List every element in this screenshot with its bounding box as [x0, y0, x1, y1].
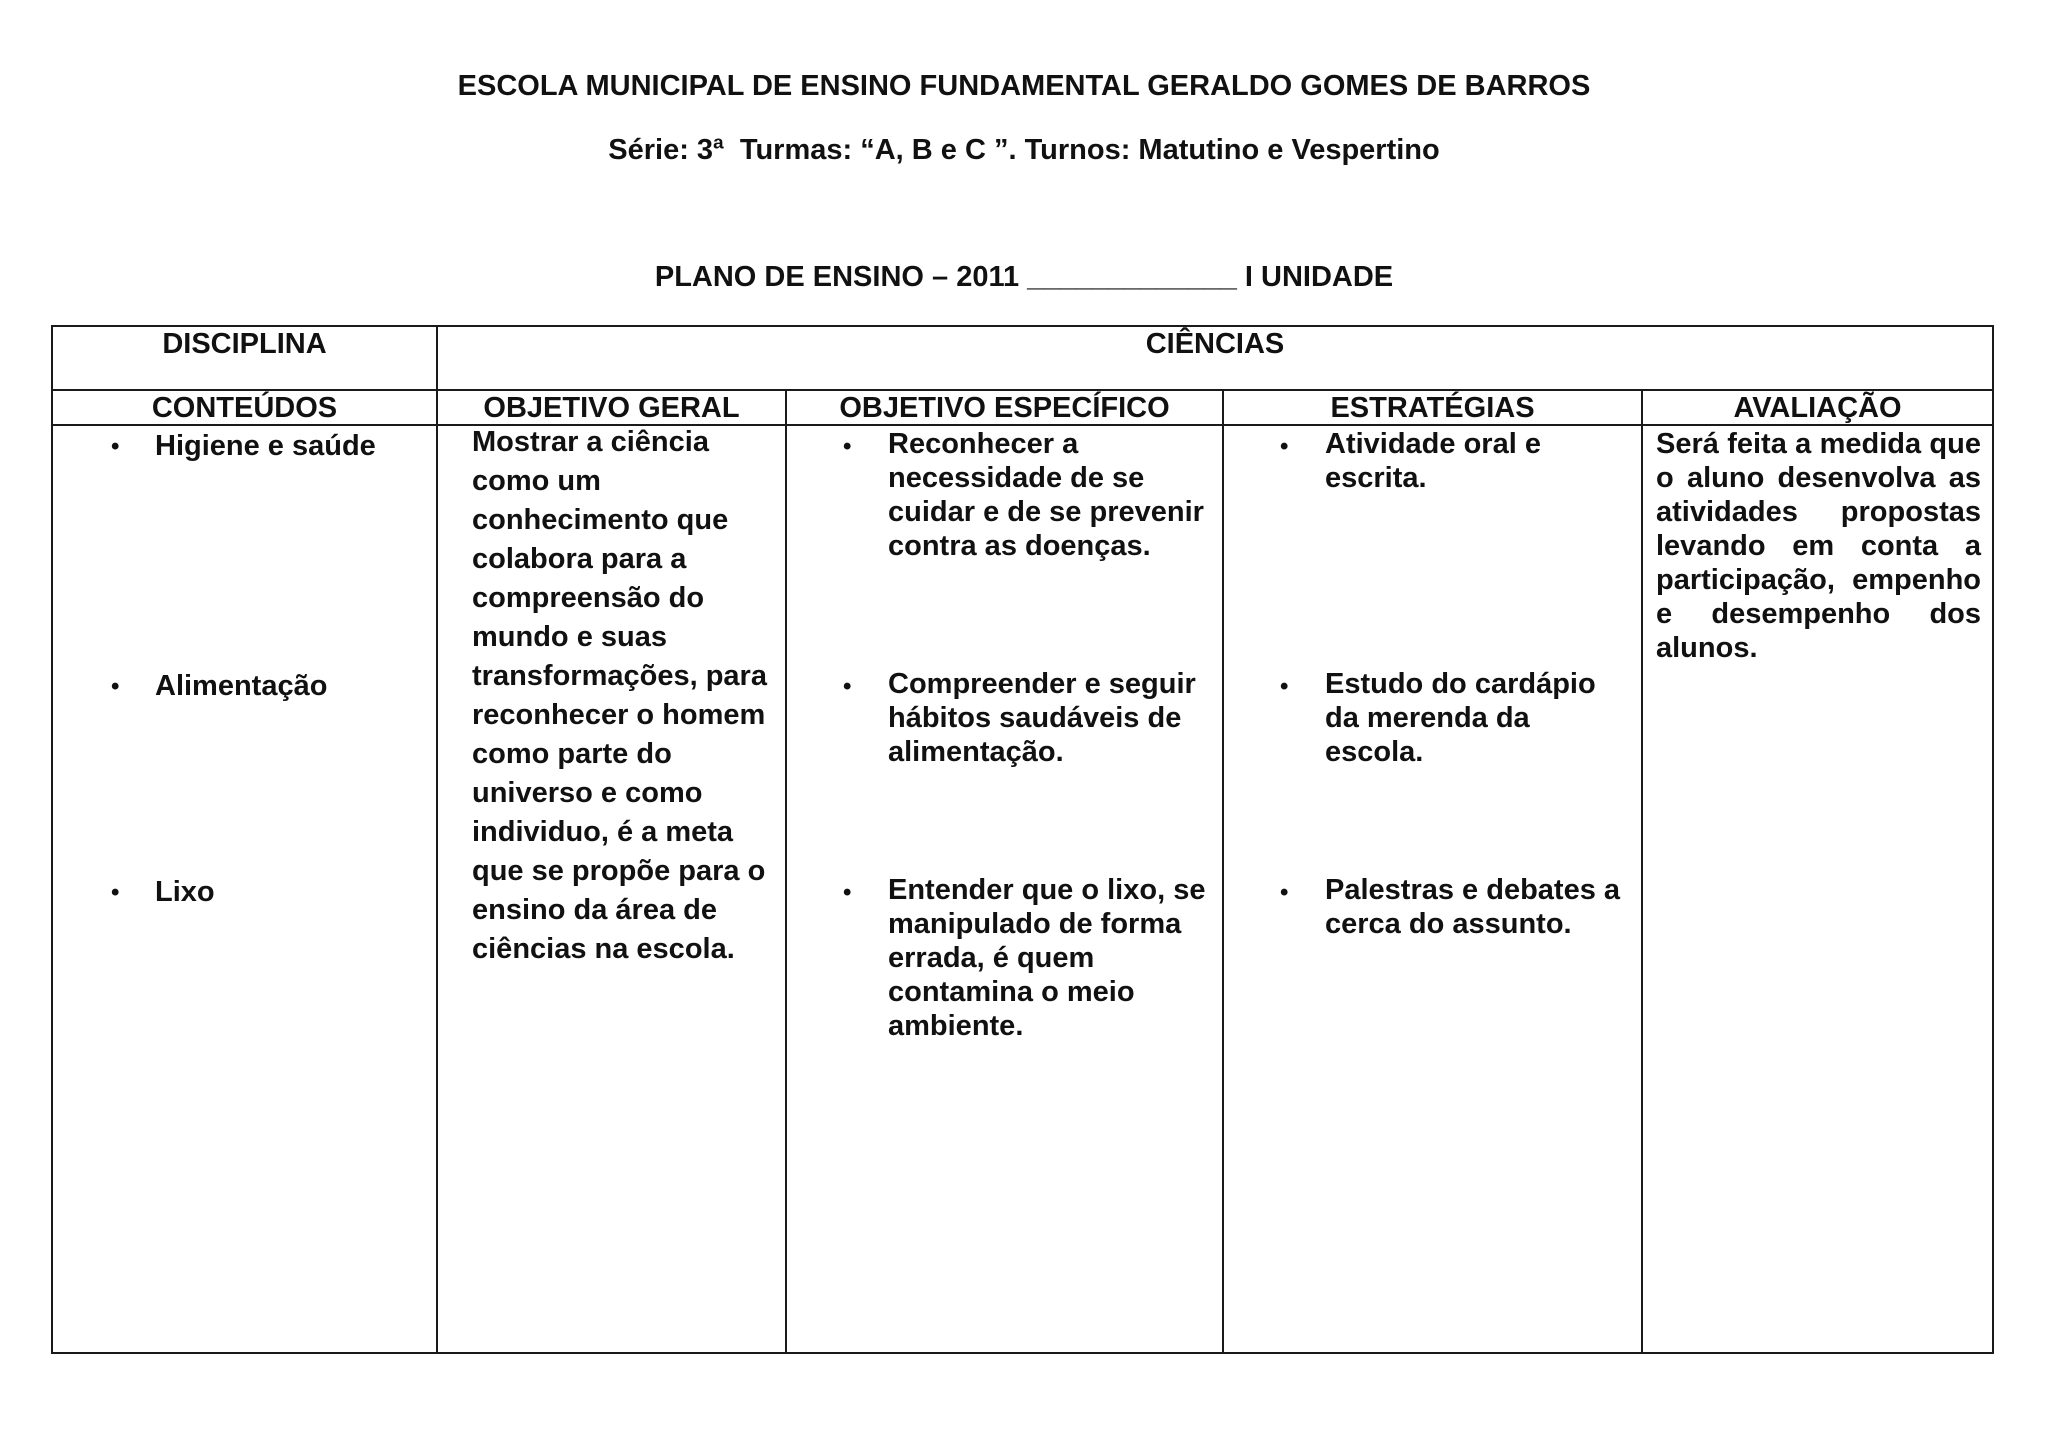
- bullet-icon: •: [843, 673, 852, 700]
- bullet-icon: •: [843, 433, 852, 460]
- strategy-item: Palestras e debates a cerca do assunto.: [1325, 874, 1621, 940]
- column-header-contents: CONTEÚDOS: [151, 392, 338, 424]
- bullet-icon: •: [843, 879, 852, 906]
- evaluation-text: Será feita a medida que o aluno desenvolva as atividades propostas levando em conta a participação, empenho e desempenho dos alunos.: [1656, 428, 1981, 664]
- plan-title: PLANO DE ENSINO – 2011 _____________ I UNIDADE: [654, 261, 1394, 293]
- bullet-icon: •: [111, 879, 120, 906]
- content-item: Higiene e saúde: [155, 430, 376, 462]
- content-item: Lixo: [155, 876, 215, 908]
- discipline-value: CIÊNCIAS: [1145, 328, 1285, 360]
- discipline-label: DISCIPLINA: [162, 328, 327, 360]
- specific-objective-item: Compreender e seguir hábitos saudáveis de alimentação.: [888, 668, 1196, 768]
- specific-objective-item: Entender que o lixo, se manipulado de forma errada, é quem contamina o meio ambiente.: [888, 874, 1206, 1042]
- column-header-evaluation: AVALIAÇÃO: [1733, 392, 1902, 424]
- bullet-icon: •: [1280, 879, 1289, 906]
- content-item: Alimentação: [155, 670, 328, 702]
- school-name: ESCOLA MUNICIPAL DE ENSINO FUNDAMENTAL GERALDO GOMES DE BARROS: [457, 70, 1591, 102]
- bullet-icon: •: [111, 433, 120, 460]
- column-header-strategies: ESTRATÉGIAS: [1330, 392, 1535, 424]
- general-objective-text: Mostrar a ciência como um conhecimento que colabora para a compreensão do mundo e suas transformações, para reconhecer o homem como parte do universo e como individuo, é a meta que se propõe para o ensino da área de ciências na escola.: [472, 426, 767, 965]
- bullet-icon: •: [111, 673, 120, 700]
- bullet-icon: •: [1280, 433, 1289, 460]
- specific-objective-item: Reconhecer a necessidade de se cuidar e de se prevenir contra as doenças.: [888, 428, 1204, 562]
- strategy-item: Estudo do cardápio da merenda da escola.: [1325, 668, 1596, 768]
- bullet-icon: •: [1280, 673, 1289, 700]
- strategy-item: Atividade oral e escrita.: [1325, 428, 1541, 494]
- class-info: Série: 3ª Turmas: “A, B e C ”. Turnos: Matutino e Vespertino: [608, 134, 1440, 166]
- column-header-specific-objective: OBJETIVO ESPECÍFICO: [839, 392, 1170, 424]
- column-header-general-objective: OBJETIVO GERAL: [483, 392, 740, 424]
